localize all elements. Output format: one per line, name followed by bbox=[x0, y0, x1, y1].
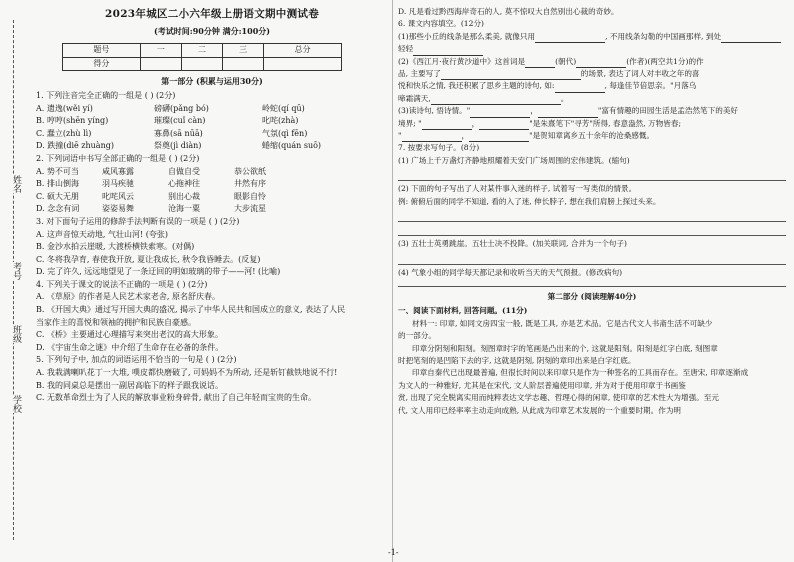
fill-blank-line bbox=[398, 31, 786, 43]
blank[interactable] bbox=[535, 33, 605, 43]
option: 别出心裁 bbox=[168, 191, 200, 201]
q1-option-row bbox=[36, 128, 388, 141]
text: , 每逢佳节倍思亲。"月落乌 bbox=[604, 81, 697, 91]
blank[interactable] bbox=[538, 108, 598, 118]
option: B. 我的同桌总是摆出一副居高临下的样子跟我说话。 bbox=[36, 380, 223, 390]
option: D. 跌撞(diē zhuàng) bbox=[36, 141, 114, 151]
fill-blank-line: 啼霜满天, 。 bbox=[398, 93, 786, 105]
example-sentence: 例: 俯俯后面的同学不知道, 看的入了迷, 伸长脖子, 想在我们肩膀上探过头来。 bbox=[398, 196, 661, 206]
blank[interactable] bbox=[470, 108, 530, 118]
option: C. 冬将我孕育, 春使我开放, 夏让我成长, 秋令我昏睡去。(反复) bbox=[36, 254, 261, 264]
fill-blank-line bbox=[398, 68, 786, 80]
option: A. 我栽满喇叭花丁一大堆, 噗皮都快磨破了, 可妈妈不为所动, 还是斩钉截铁地说不行! bbox=[36, 368, 338, 378]
option: 蜷缩(quán suō) bbox=[262, 141, 322, 151]
option: C. 蠢立(zhù lì) bbox=[36, 128, 92, 138]
blank[interactable] bbox=[721, 33, 781, 43]
text: 啼霜满天, bbox=[398, 93, 431, 103]
passage-line: 代, 文人用印已经率率主动走向成熟, 从此成为印章艺术发展的一个重要时期。作为明 bbox=[398, 405, 682, 415]
answer-line[interactable] bbox=[398, 210, 786, 222]
question-4: 4. 下列关于课文的说法不正确的一项是 ( ) (2分) bbox=[36, 279, 208, 289]
section-heading: 第二部分 (阅读理解40分) bbox=[547, 291, 637, 301]
option: B. 排山倒海 bbox=[36, 179, 79, 189]
q1-option-row bbox=[36, 103, 388, 116]
fill-blank-line: (3)读诗句, 悟诗情。" ， "富有情趣的田园生活是孟浩然笔下的美好 bbox=[398, 105, 786, 117]
option: 井然有序 bbox=[234, 179, 266, 189]
passage-line: 为文人的一种雅好, 尤其是在宋代, 文人阶层普遍使用印章, 并为对于使用印章于书画鉴 bbox=[398, 380, 686, 390]
answer-line[interactable] bbox=[398, 281, 786, 287]
cut-line bbox=[13, 20, 14, 540]
passage-line: 时把笔刻的是凹陷下去的字, 这就是阴刻, 阴刻的章印出来是白字红底。 bbox=[398, 355, 636, 365]
question-3: 3. 对下面句子运用的修辞手法判断有误的一项是 ( ) (2分) bbox=[36, 216, 240, 226]
text: 的场景, 表达了词人对丰收之年的喜 bbox=[580, 69, 700, 79]
option: 咸风寡露 bbox=[102, 166, 134, 176]
score-cell[interactable] bbox=[181, 57, 222, 71]
answer-line[interactable] bbox=[398, 253, 786, 265]
answer-line[interactable] bbox=[398, 224, 786, 236]
question-7-3: (3) 五壮士英勇跳崖。五壮士决不投降。(加关联词, 合并为一个句子) bbox=[398, 239, 627, 249]
gutter-label-class: 班级 bbox=[11, 325, 21, 343]
passage-line: 材料一: 印章, 如同文房四宝一般, 既是工具, 亦是艺术品。它是古代文人书斋生活不可缺少 bbox=[412, 318, 713, 328]
gutter-label-name: 姓名 bbox=[11, 175, 21, 193]
exam-subtitle: (考试时间:90分钟 满分:100分) bbox=[153, 25, 271, 36]
option: A. 遗逸(wěi yí) bbox=[36, 103, 93, 113]
option: B. 金沙水拍云崖暖, 大渡桥横铁索寒。(对偶) bbox=[36, 242, 195, 252]
score-table bbox=[62, 43, 342, 71]
passage-line: 印章分阴刻和阳刻。刻图章时字的笔画是凸出来的个, 这就是阳刻。阳刻是红字白底, 刻图章 bbox=[412, 343, 718, 353]
option: 磅礴(pǎng bó) bbox=[154, 103, 209, 113]
option: 羽马疾驰 bbox=[102, 179, 134, 189]
blank[interactable] bbox=[402, 132, 462, 142]
score-cell: 一 bbox=[140, 44, 181, 58]
option: C. 《桥》主要通过心理描写来突出老汉的高大形象。 bbox=[36, 330, 223, 340]
question-7-4: (4) 气象小组的同学每天都记录和收听当天的天气预报。(修改病句) bbox=[398, 267, 623, 277]
text: "是贺知章离乡五十余年的沧桑感慨。 bbox=[529, 131, 655, 141]
option: 叱咤风云 bbox=[102, 191, 134, 201]
question-5: 5. 下列句子中, 加点的词语运用不恰当的一句是 ( ) (2分) bbox=[36, 355, 237, 365]
text: "是朱熹笔下"寻芳"所得, 春意盎然, 万物皆春; bbox=[529, 118, 682, 128]
option: 当家作主的喜悦和领袖的拥护和民族自豪感。 bbox=[36, 317, 196, 327]
score-cell: 二 bbox=[181, 44, 222, 58]
blank[interactable] bbox=[576, 58, 626, 68]
blank[interactable] bbox=[431, 95, 561, 105]
option: D. 凡是看过黔西海岸奇石的人, 莫不惊叹大自然别出心裁的奇妙。 bbox=[398, 7, 619, 16]
text: (2)《西江月·夜行黄沙道中》这首词是 bbox=[398, 56, 526, 66]
text: (3)读诗句, 悟诗情。" bbox=[398, 106, 471, 116]
score-cell: 三 bbox=[223, 44, 264, 58]
option: 恭公欲纸 bbox=[234, 166, 266, 176]
score-cell[interactable] bbox=[223, 57, 264, 71]
option: C. 无数革命烈士为了人民的解放事业粉身碎骨, 献出了自己年轻而宝贵的生命。 bbox=[36, 393, 317, 403]
question-1: 1. 下列注音完全正确的一组是 ( ) (2分) bbox=[36, 90, 176, 100]
blank[interactable] bbox=[555, 83, 605, 93]
gutter-label-id: 考号 bbox=[11, 262, 21, 280]
gutter-label-school: 学校 bbox=[11, 395, 21, 413]
question-7-2: (2) 下面的句子写出了人对某件事入迷的样子, 试着写一写类似的情景。 bbox=[398, 184, 637, 194]
option: B. 哼哼(shēn yíng) bbox=[36, 116, 109, 126]
option: D. 念念有词 bbox=[36, 204, 80, 214]
text: 境界; " bbox=[398, 118, 422, 128]
text: (作者)(两空共1分)的作 bbox=[626, 56, 704, 66]
question-7-1: (1) 广场上千万盏灯齐静地照耀着天安门广场周围的宏伟建筑。(缩句) bbox=[398, 155, 630, 165]
option: A. 势不可当 bbox=[36, 166, 79, 176]
score-row-values bbox=[63, 57, 342, 71]
text: " bbox=[398, 131, 402, 141]
q2-option-row bbox=[36, 203, 388, 216]
option: 气氛(qì fēn) bbox=[262, 128, 308, 138]
option: 沧海一粟 bbox=[168, 204, 200, 214]
left-column bbox=[36, 6, 388, 405]
option: D. 完了许久, 远远地望见了一条迂回的明如玻璃的带子——河! (比喻) bbox=[36, 267, 281, 277]
option: C. 硕大无朋 bbox=[36, 191, 79, 201]
right-column bbox=[398, 6, 786, 417]
q1-option-row bbox=[36, 115, 388, 128]
score-row-header bbox=[63, 44, 342, 58]
blank[interactable] bbox=[469, 132, 529, 142]
text: 悦和快乐之情, 我还积累了思乡主题的诗句, 如: bbox=[398, 81, 555, 91]
option: 心拖神往 bbox=[168, 179, 200, 189]
exam-title: 2023年城区二小六年级上册语文期中测试卷 bbox=[104, 8, 320, 20]
text: 品, 主要写了 bbox=[398, 69, 441, 79]
passage-line: 的一部分。 bbox=[398, 331, 436, 341]
text: (1)那些小丘的线条是那么柔美, 就像只用 bbox=[398, 31, 536, 41]
answer-line[interactable] bbox=[398, 169, 786, 181]
option: 岭蛇(qí qū) bbox=[262, 103, 305, 113]
option: 大步流星 bbox=[234, 204, 266, 214]
passage-line: 赏, 出现了完全脱离实用而纯粹表达文学志趣、哲理心得的闲章, 使印章的艺术性大为增强。至元 bbox=[398, 393, 719, 403]
text: "富有情趣的田园生活是孟浩然笔下的美好 bbox=[597, 106, 739, 116]
blank[interactable] bbox=[479, 120, 529, 130]
question-2: 2. 下列词语中书写全部正确的一组是 ( ) (2分) bbox=[36, 153, 200, 163]
option: A. 这声音惊天动地, 气壮山河! (夸张) bbox=[36, 229, 168, 239]
binding-gutter bbox=[0, 0, 26, 562]
question-7: 7. 按要求写句子。(8分) bbox=[398, 143, 480, 153]
score-cell: 得分 bbox=[63, 57, 141, 71]
reading-heading: 一、阅读下面材料, 回答问题。(11分) bbox=[398, 306, 528, 316]
score-cell: 题号 bbox=[63, 44, 141, 58]
option: B. 《开国大典》通过写开国大典的盛况, 揭示了中华人民共和国成立的意义, 表达了人民 bbox=[36, 305, 346, 315]
option: 姿姿易舞 bbox=[102, 204, 134, 214]
fill-blank-line bbox=[398, 80, 786, 92]
blank[interactable] bbox=[525, 58, 555, 68]
q2-option-row bbox=[36, 166, 388, 179]
option: 祭奠(jì diàn) bbox=[154, 141, 202, 151]
option: A. 《草原》的作者是人民艺术家老舍, 原名舒庆春。 bbox=[36, 292, 220, 302]
score-cell: 总分 bbox=[264, 44, 342, 58]
text: , 不用线条勾勒的中国画那样, 到处 bbox=[605, 31, 722, 41]
option: 叱咤(zhà) bbox=[262, 116, 299, 126]
fill-blank-line bbox=[398, 43, 786, 55]
blank[interactable] bbox=[441, 70, 581, 80]
fill-blank-line: 境界; " ， "是朱熹笔下"寻芳"所得, 春意盎然, 万物皆春; bbox=[398, 118, 786, 130]
score-cell[interactable] bbox=[140, 57, 181, 71]
q2-option-row bbox=[36, 178, 388, 191]
column-divider bbox=[392, 0, 393, 562]
question-6: 6. 课文内容填空。(12分) bbox=[398, 19, 484, 29]
blank[interactable] bbox=[422, 120, 472, 130]
option: 眼影自怜 bbox=[234, 191, 266, 201]
fill-blank-line bbox=[398, 56, 786, 68]
option: 璀璨(cuǐ càn) bbox=[154, 116, 206, 126]
option: 自做自受 bbox=[168, 166, 200, 176]
q2-option-row bbox=[36, 191, 388, 204]
passage-line: 印章自秦代已出现最普遍, 但很长时间以来印章只是作为一种签名的工具而存在。至唐宋, 印章逐渐成 bbox=[412, 368, 749, 378]
blank[interactable] bbox=[413, 46, 483, 56]
text: (朝代) bbox=[555, 56, 577, 66]
q1-option-row bbox=[36, 140, 388, 153]
option: D. 《宇宙生命之谜》中介绍了生命存在必备的条件。 bbox=[36, 342, 224, 352]
section-heading: 第一部分 (积累与运用30分) bbox=[161, 76, 263, 87]
fill-blank-line: " ， "是贺知章离乡五十余年的沧桑感慨。 bbox=[398, 130, 786, 142]
page-number: -1- bbox=[388, 548, 399, 557]
option: 寡鼻(sā nūā) bbox=[154, 128, 203, 138]
score-cell[interactable] bbox=[264, 57, 342, 71]
text: 轻轻 bbox=[398, 44, 414, 54]
